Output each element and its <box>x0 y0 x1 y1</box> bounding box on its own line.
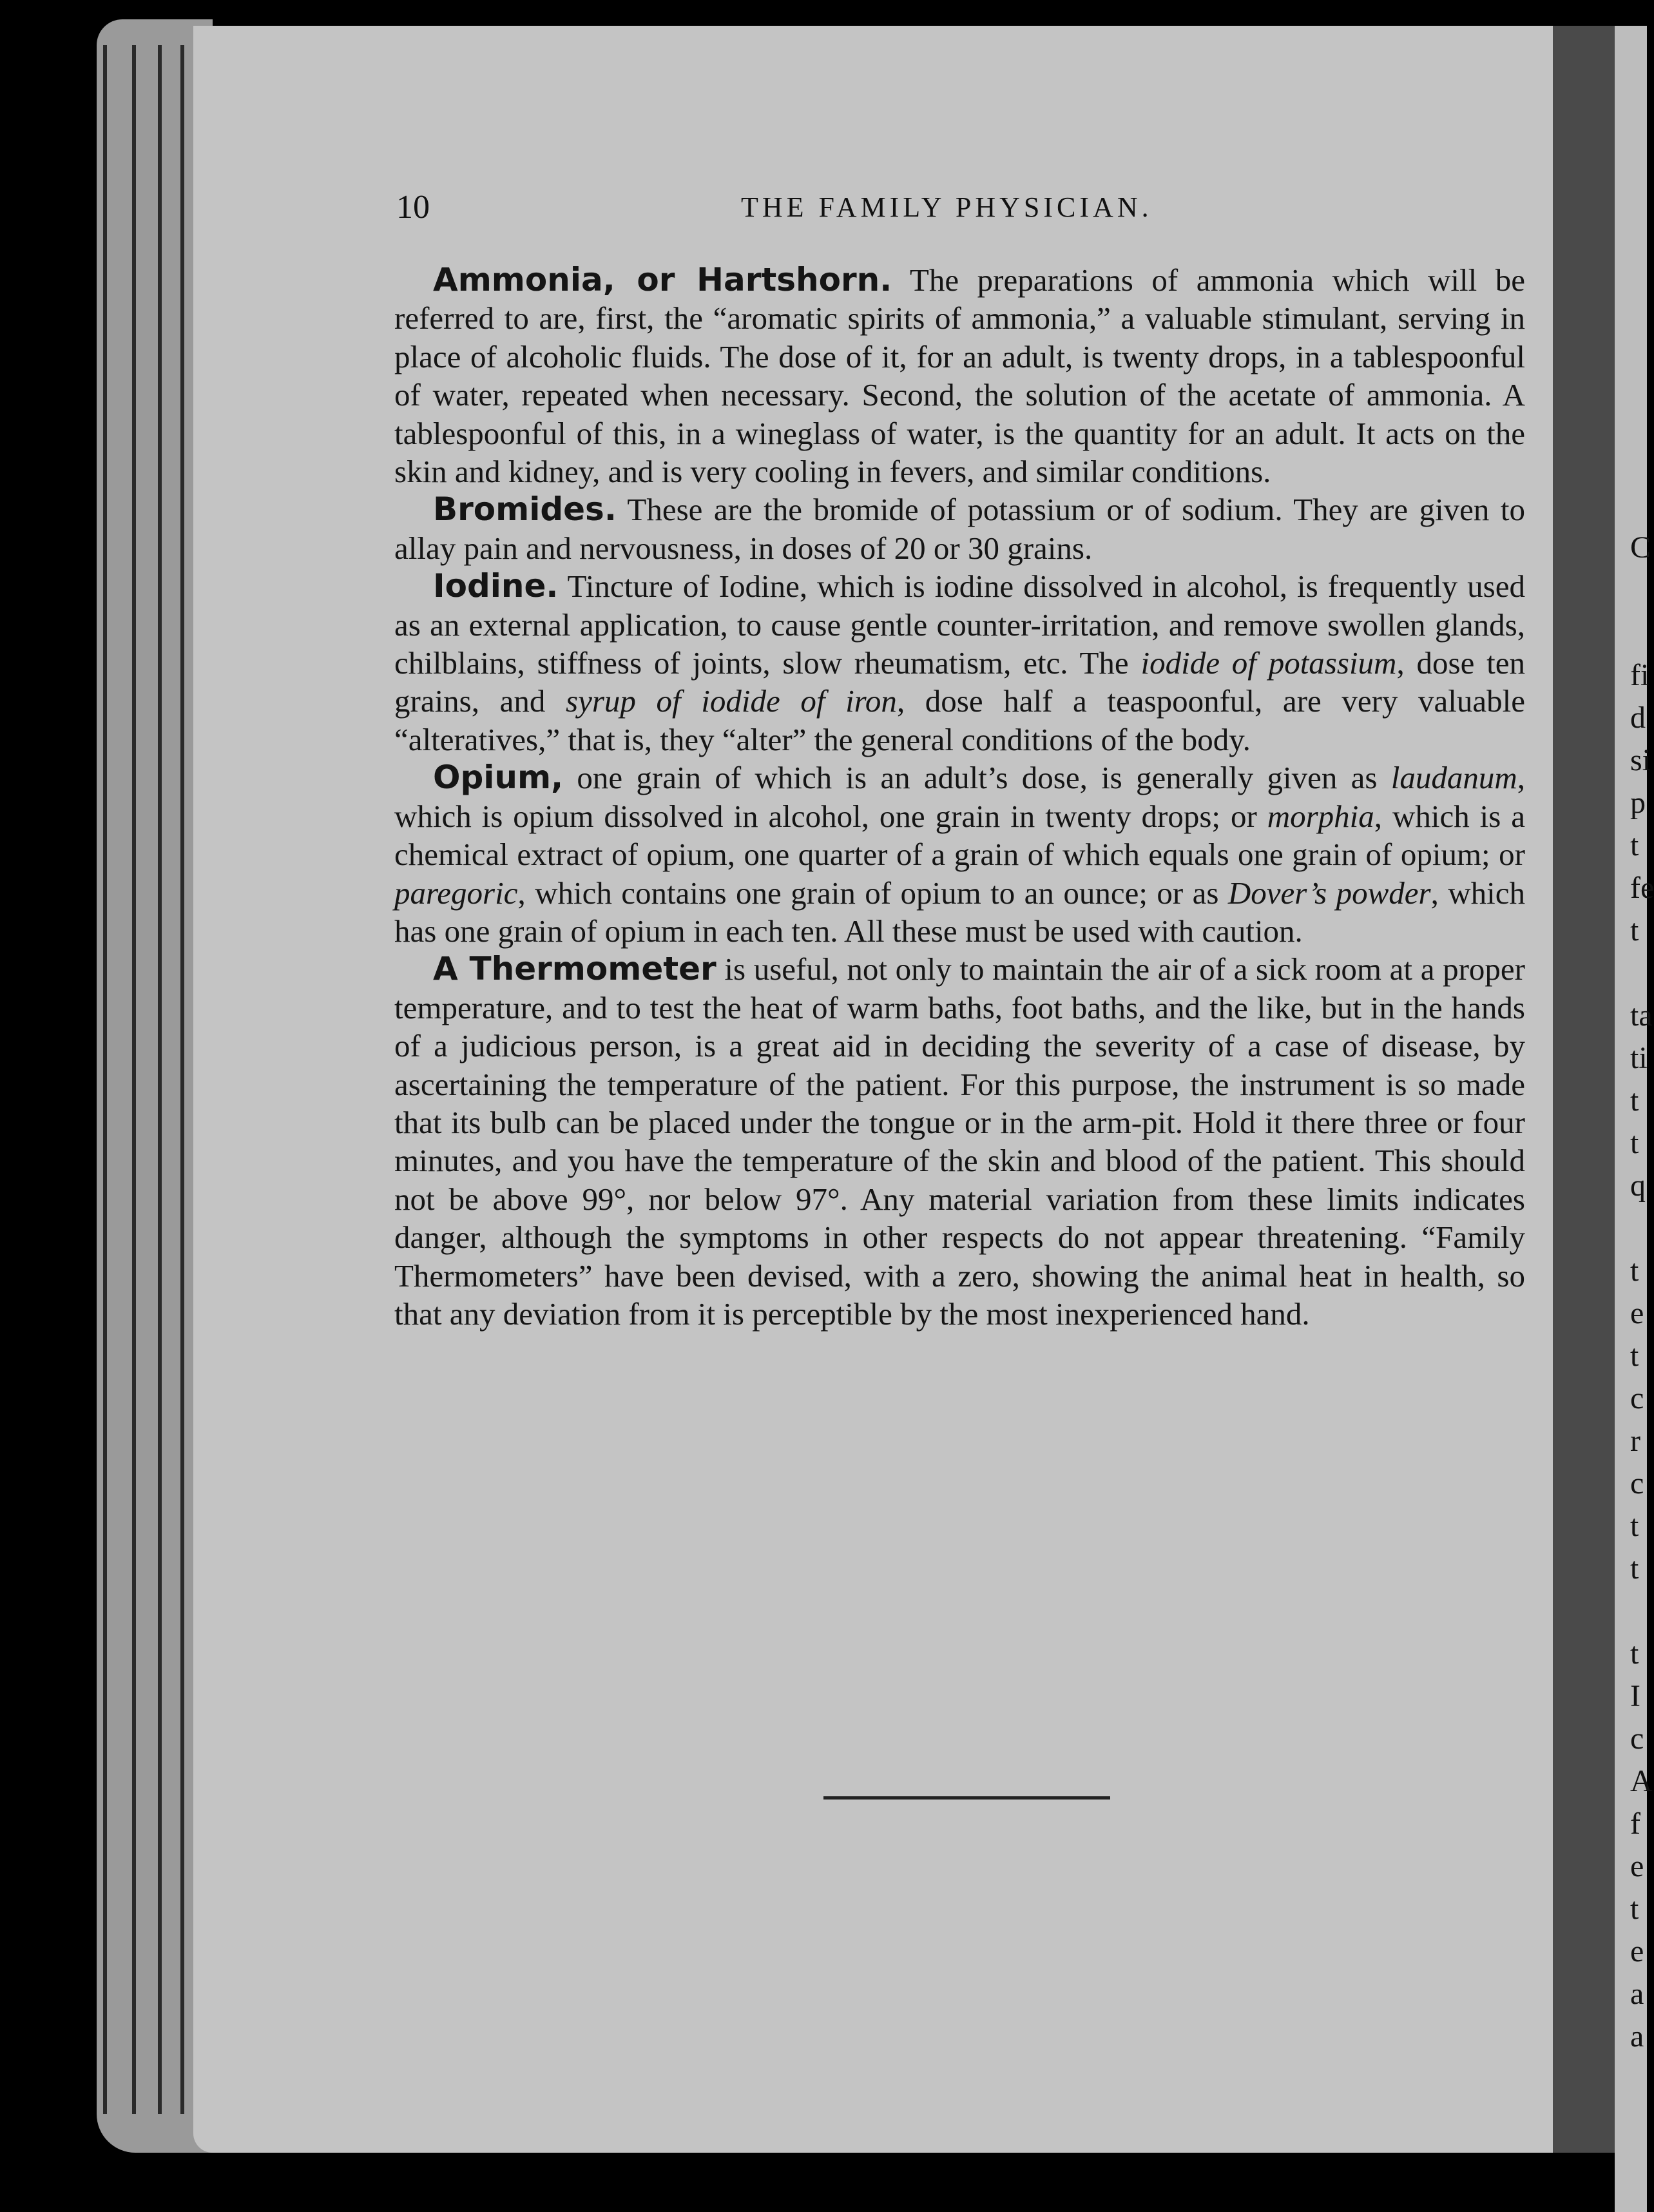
entry-iodine <box>394 567 1525 759</box>
entry-term: Iodine. <box>433 567 559 605</box>
facing-page-letter: t <box>1630 1551 1639 1586</box>
facing-page-letter <box>1630 1209 1649 1252</box>
facing-page-letter: t <box>1630 1636 1639 1671</box>
entry-term: Opium, <box>433 759 564 797</box>
page-edge-line <box>158 45 162 2114</box>
entry-term: A Thermometer <box>433 950 716 988</box>
book-gutter <box>1553 26 1615 2153</box>
entry-italic: laudanum <box>1390 760 1517 796</box>
entry-text: , dose ten grains, and <box>394 645 1526 719</box>
facing-page-letter <box>1630 614 1649 656</box>
facing-page-letter: t <box>1630 1126 1639 1160</box>
entry-text: , which contains one grain of opium to an ounce; or as <box>517 875 1228 911</box>
facing-page-letter: t <box>1630 1254 1639 1288</box>
facing-page-letters <box>1630 529 1654 2060</box>
facing-page-letter <box>1630 954 1649 996</box>
page-edge-line <box>132 45 136 2114</box>
page-edge-line <box>103 45 107 2114</box>
facing-page-letter: A <box>1630 1764 1653 1798</box>
entry-ammonia <box>394 261 1525 490</box>
facing-page-letter: c <box>1630 1381 1644 1415</box>
entry-italic: paregoric <box>394 875 518 911</box>
entry-term: Bromides. <box>433 490 617 529</box>
running-title: THE FAMILY PHYSICIAN. <box>741 191 1153 223</box>
facing-page-letter: f <box>1630 1807 1640 1841</box>
entry-text: , which is opium dissolved in alcohol, one grain in twenty drops; or <box>394 760 1525 834</box>
entry-text: , which has one grain of opium in each ten. All these must be used with caution. <box>394 875 1526 949</box>
page-body <box>394 261 1525 1333</box>
entry-italic: iodide of potassium <box>1140 645 1397 681</box>
facing-page-letter: e <box>1630 1296 1644 1330</box>
facing-page-letter: t <box>1630 913 1639 947</box>
facing-page-letter: fe <box>1630 871 1654 905</box>
facing-page-letter: t <box>1630 828 1639 862</box>
entry-bromides <box>394 490 1525 567</box>
facing-page-letter: a <box>1630 2019 1644 2053</box>
facing-page-letter: t <box>1630 1083 1639 1118</box>
facing-page-letter: a <box>1630 1977 1644 2011</box>
facing-page-letter: e <box>1630 1934 1644 1968</box>
entry-term: Ammonia, or Hartshorn. <box>433 261 892 298</box>
entry-text: Tincture of Iodine, which is iodine dissolved in alcohol, is frequently used as an external application, to cause gentle counter-irritation, and remove swollen glands, chilblains, stiffness of joints, slow rheumatism, etc. The <box>394 568 1525 681</box>
entry-text: one grain of which is an adult’s dose, is generally given as <box>563 760 1391 796</box>
facing-page-letter: I <box>1630 1679 1640 1713</box>
facing-page-letter: t <box>1630 1339 1639 1373</box>
entry-opium <box>394 759 1525 950</box>
facing-page-letter <box>1630 1592 1649 1635</box>
facing-page-letter: t <box>1630 1509 1639 1543</box>
facing-page-letter: c <box>1630 1466 1644 1500</box>
entry-thermometer <box>394 950 1525 1333</box>
facing-page-letter: fi <box>1630 658 1649 692</box>
facing-page-letter: d <box>1630 701 1646 735</box>
running-head <box>396 188 1479 227</box>
entry-text: , dose half a teaspoonful, are very valuable “alteratives,” that is, they “alter” the general conditions of the body. <box>394 683 1525 757</box>
facing-page-letter: e <box>1630 1849 1644 1883</box>
facing-page-letter: c <box>1630 1722 1644 1756</box>
entry-italic: syrup of iodide of iron <box>566 683 897 719</box>
facing-page-letter: si <box>1630 743 1651 777</box>
entry-text: These are the bromide of potassium or of sodium. They are given to allay pain and nervousness, in doses of 20 or 30 grains. <box>394 492 1525 566</box>
page-number: 10 <box>396 189 430 226</box>
entry-text: , which is a chemical extract of opium, one quarter of a grain of which equals one grain of opium; or <box>394 798 1525 873</box>
facing-page-letter: r <box>1630 1424 1640 1458</box>
page-edge-line <box>180 45 184 2114</box>
facing-page-letter: ta <box>1630 998 1653 1033</box>
facing-page-letter: t <box>1630 1892 1639 1926</box>
facing-page-letter: C <box>1630 530 1651 565</box>
end-rule <box>823 1796 1110 1800</box>
facing-page-letter <box>1630 571 1649 614</box>
facing-page-letter: p <box>1630 786 1646 820</box>
facing-page-letter: q <box>1630 1169 1646 1203</box>
entry-italic: morphia <box>1267 798 1374 834</box>
facing-page-letter: ti <box>1630 1041 1648 1075</box>
entry-text: is useful, not only to maintain the air of a sick room at a proper temperature, and to test the heat of warm baths, foot baths, and the like, but in the hands of a judicious person, is a great aid in deciding the severity of a case of disease, by ascertaining the temperature of the patient. For this purpose, the instrument is so made that its bulb can be placed under the tongue or in the arm-pit. Hold it there three or four minutes, and you have the temperature of the skin and blood of the patient. This should not be above 99°, nor below 97°. Any material variation from these limits indicates danger, although the symptoms in other respects do not appear threatening. “Family Thermometers” have been devised, with a zero, showing the animal heat in health, so that any deviation from it is perceptible by the most inexperienced hand. <box>394 951 1525 1332</box>
entry-text: The preparations of ammonia which will be referred to are, first, the “aromatic spirits of ammonia,” a valuable stimulant, serving in place of alcoholic fluids. The dose of it, for an adult, is twenty drops, in a tablespoonful of water, repeated when necessary. Second, the solution of the acetate of ammonia. A tablespoonful of this, in a wineglass of water, is the quantity for an adult. It acts on the skin and kidney, and is very cooling in fevers, and similar conditions. <box>394 262 1525 490</box>
entry-italic: Dover’s powder <box>1227 875 1431 911</box>
